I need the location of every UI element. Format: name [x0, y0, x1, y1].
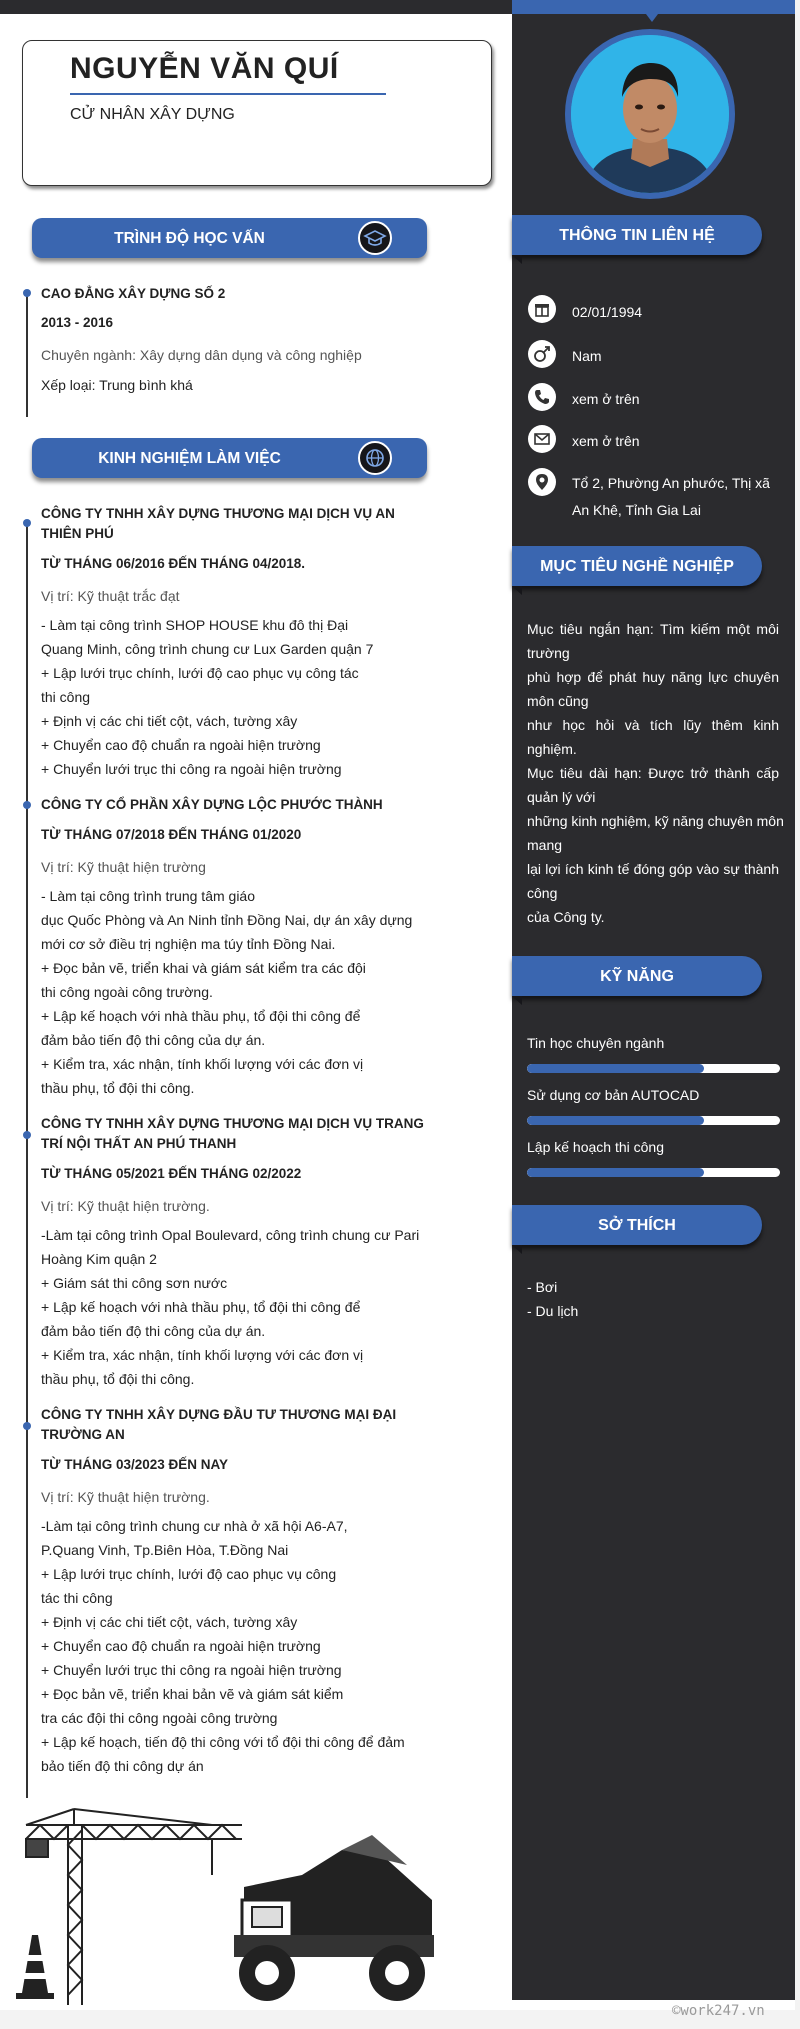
- duty-line: tra các đội thi công ngoài công trường: [41, 1710, 278, 1726]
- job-company: CÔNG TY TNHH XÂY DỰNG THƯƠNG MẠI DỊCH VỤ AN: [41, 506, 395, 521]
- email-icon: [528, 425, 556, 453]
- gender-icon: [528, 340, 556, 368]
- hobby-item: - Du lịch: [527, 1303, 579, 1319]
- section-title-skills: KỸ NĂNG: [600, 968, 674, 985]
- job-position: Vị trí: Kỹ thuật trắc đạt: [41, 588, 180, 604]
- job-title: CỬ NHÂN XÂY DỰNG: [70, 106, 235, 123]
- contact-address-line-1: Tổ 2, Phường An phước, Thị xã: [572, 475, 770, 491]
- duty-line: + Định vị các chi tiết cột, vách, tường xây: [41, 713, 298, 729]
- section-title-objective: MỤC TIÊU NGHỀ NGHIỆP: [540, 558, 734, 575]
- duty-line: + Đọc bản vẽ, triển khai và giám sát kiểm tra các đội: [41, 960, 366, 976]
- duty-line: P.Quang Vinh, Tp.Biên Hòa, T.Đồng Nai: [41, 1542, 289, 1558]
- duty-line: -Làm tại công trình chung cư nhà ở xã hội A6-A7,: [41, 1518, 348, 1534]
- job-company: CÔNG TY CỔ PHẦN XÂY DỰNG LỘC PHƯỚC THÀNH: [41, 797, 383, 812]
- job-company: CÔNG TY TNHH XÂY DỰNG ĐẦU TƯ THƯƠNG MẠI ĐẠI: [41, 1407, 397, 1422]
- duty-line: thi công: [41, 689, 91, 705]
- job-position: Vị trí: Kỹ thuật hiện trường.: [41, 1198, 210, 1214]
- school-name: CAO ĐẲNG XÂY DỰNG SỐ 2: [41, 286, 226, 301]
- contact-email: xem ở trên: [572, 433, 640, 449]
- duty-line: mới cơ sở điều trị nghiện ma túy tỉnh Đồng Nai.: [41, 936, 336, 952]
- top-bar-blue: [512, 0, 795, 14]
- job-period: TỪ THÁNG 07/2018 ĐẾN THÁNG 01/2020: [41, 827, 302, 842]
- duty-line: + Lập kế hoạch với nhà thầu phụ, tổ đội thi công để: [41, 1008, 361, 1024]
- globe-icon: [358, 441, 392, 475]
- section-header-skills: [512, 956, 762, 996]
- skill-bar: [527, 1064, 780, 1073]
- objective-line: môn cũng: [527, 693, 589, 709]
- phone-icon: [528, 383, 556, 411]
- gift-icon: [528, 295, 556, 323]
- top-bar-pointer: [646, 14, 658, 22]
- duty-line: thầu phụ, tổ đội thi công.: [41, 1080, 195, 1096]
- duty-line: + Lập lưới trục chính, lưới độ cao phục vụ công: [41, 1566, 337, 1582]
- skill-bar-fill: [527, 1116, 704, 1125]
- duty-line: + Chuyển cao độ chuẩn ra ngoài hiện trường: [41, 737, 321, 753]
- timeline-dot: [23, 1422, 31, 1430]
- job-duties: [41, 884, 412, 1100]
- hobby-item: - Bơi: [527, 1279, 558, 1295]
- job-position: Vị trí: Kỹ thuật hiện trường.: [41, 1489, 210, 1505]
- duty-line: + Kiểm tra, xác nhận, tính khối lượng với các đơn vị: [41, 1056, 364, 1072]
- duty-line: - Làm tại công trình trung tâm giáo: [41, 888, 255, 904]
- job-company: CÔNG TY TNHH XÂY DỰNG THƯƠNG MẠI DỊCH VỤ TRANG: [41, 1116, 424, 1131]
- education-rank: Xếp loại: Trung bình khá: [41, 377, 193, 393]
- top-bar-dark: [0, 0, 512, 14]
- job-position: Vị trí: Kỹ thuật hiện trường: [41, 859, 206, 875]
- duty-line: + Chuyển lưới trục thi công ra ngoài hiện trường: [41, 761, 342, 777]
- duty-line: thi công ngoài công trường.: [41, 984, 213, 1000]
- duty-line: + Đọc bản vẽ, triển khai bản vẽ và giám sát kiểm: [41, 1686, 344, 1702]
- education-major: Chuyên ngành: Xây dựng dân dụng và công nghiệp: [41, 347, 362, 363]
- duty-line: + Lập lưới trục chính, lưới độ cao phục vụ công tác: [41, 665, 359, 681]
- name-underline: [70, 93, 386, 95]
- skill-label: Lập kế hoạch thi công: [527, 1139, 664, 1155]
- dump-truck-icon: [234, 1835, 434, 2001]
- job-company: THIÊN PHÚ: [41, 526, 114, 541]
- job-company: TRÍ NỘI THẤT AN PHÚ THANH: [41, 1136, 237, 1151]
- section-header-objective: [512, 546, 762, 586]
- skill-label: Tin học chuyên ngành: [527, 1035, 665, 1051]
- objective-line: lại lợi ích kinh tế đóng góp vào sự thành: [527, 861, 779, 877]
- duty-line: + Định vị các chi tiết cột, vách, tường xây: [41, 1614, 298, 1630]
- duty-line: tác thi công: [41, 1590, 113, 1606]
- skill-bar-fill: [527, 1064, 704, 1073]
- avatar: [571, 35, 729, 193]
- avatar-portrait: [571, 35, 729, 193]
- objective-line: Mục tiêu dài hạn: Được trở thành cấp: [527, 765, 779, 781]
- objective-line: nghiệm.: [527, 741, 577, 757]
- objective-line: của Công ty.: [527, 909, 605, 925]
- duty-line: Quang Minh, công trình chung cư Lux Garden quận 7: [41, 641, 374, 657]
- job-duties: [41, 1514, 405, 1778]
- job-period: TỪ THÁNG 06/2016 ĐẾN THÁNG 04/2018.: [41, 556, 306, 571]
- duty-line: -Làm tại công trình Opal Boulevard, công trình chung cư Pari: [41, 1227, 420, 1243]
- contact-address-line-2: An Khê, Tỉnh Gia Lai: [572, 502, 701, 518]
- section-title-education: TRÌNH ĐỘ HỌC VẤN: [114, 230, 265, 247]
- watermark: ©work247.vn: [672, 2003, 765, 2019]
- skill-bar: [527, 1116, 780, 1125]
- objective-line: như học hỏi và tích lũy thêm kinh: [527, 717, 779, 733]
- section-header-education: [32, 218, 427, 258]
- objective-line: công: [527, 885, 558, 901]
- section-header-experience: [32, 438, 427, 478]
- duty-line: + Chuyển lưới trục thi công ra ngoài hiện trường: [41, 1662, 342, 1678]
- graduation-cap-icon: [358, 221, 392, 255]
- contact-birthday: 02/01/1994: [572, 304, 643, 320]
- duty-line: đảm bảo tiến độ thi công của dự án.: [41, 1032, 266, 1048]
- traffic-cone-icon: [16, 1935, 54, 1999]
- skill-bar: [527, 1168, 780, 1177]
- objective-text: [527, 617, 784, 929]
- objective-line: phù hợp để phát huy năng lực chuyên: [527, 669, 779, 685]
- location-pin-icon: [528, 468, 556, 496]
- job-duties: [41, 1223, 419, 1391]
- objective-line: Mục tiêu ngắn hạn: Tìm kiếm một môi: [527, 621, 779, 637]
- objective-line: quản lý với: [527, 789, 596, 805]
- crane-icon: [26, 1809, 242, 2005]
- timeline-dot: [23, 289, 31, 297]
- duty-line: + Kiểm tra, xác nhận, tính khối lượng với các đơn vị: [41, 1347, 364, 1363]
- duty-line: thầu phụ, tổ đội thi công.: [41, 1371, 195, 1387]
- duty-line: dục Quốc Phòng và An Ninh tỉnh Đồng Nai, dự án xây dựng: [41, 912, 413, 928]
- skill-label: Sử dụng cơ bản AUTOCAD: [527, 1087, 700, 1103]
- duty-line: + Lập kế hoạch, tiến độ thi công với tổ đội thi công để đảm: [41, 1734, 405, 1750]
- duty-line: - Làm tại công trình SHOP HOUSE khu đô thị Đại: [41, 617, 349, 633]
- timeline-experience: [26, 521, 28, 1798]
- duty-line: đảm bảo tiến độ thi công của dự án.: [41, 1323, 266, 1339]
- contact-phone: xem ở trên: [572, 391, 640, 407]
- objective-line: mang: [527, 837, 563, 853]
- objective-line: trường: [527, 645, 570, 661]
- job-period: TỪ THÁNG 03/2023 ĐẾN NAY: [41, 1457, 229, 1472]
- section-header-contact: [512, 215, 762, 255]
- duty-line: + Giám sát thi công sơn nước: [41, 1275, 228, 1291]
- duty-line: + Chuyển cao độ chuẩn ra ngoài hiện trường: [41, 1638, 321, 1654]
- section-header-hobbies: [512, 1205, 762, 1245]
- section-title-experience: KINH NGHIỆM LÀM VIỆC: [98, 450, 281, 467]
- objective-line: những kinh nghiệm, kỹ năng chuyên môn: [527, 813, 784, 829]
- education-years: 2013 - 2016: [41, 315, 114, 330]
- duty-line: Hoàng Kim quận 2: [41, 1251, 157, 1267]
- timeline-dot: [23, 1131, 31, 1139]
- duty-line: + Lập kế hoạch với nhà thầu phụ, tổ đội thi công để: [41, 1299, 361, 1315]
- job-period: TỪ THÁNG 05/2021 ĐẾN THÁNG 02/2022: [41, 1166, 302, 1181]
- job-duties: [41, 613, 373, 781]
- section-title-contact: THÔNG TIN LIÊN HỆ: [559, 227, 715, 244]
- job-company: TRƯỜNG AN: [41, 1427, 125, 1442]
- contact-gender: Nam: [572, 348, 602, 364]
- full-name: NGUYỄN VĂN QUÍ: [70, 52, 339, 85]
- duty-line: bảo tiến độ thi công dự án: [41, 1758, 204, 1774]
- section-title-hobbies: SỞ THÍCH: [598, 1217, 676, 1234]
- timeline-education: [26, 293, 28, 417]
- construction-illustration: [12, 1805, 467, 2005]
- skill-bar-fill: [527, 1168, 704, 1177]
- timeline-dot: [23, 801, 31, 809]
- timeline-dot: [23, 519, 31, 527]
